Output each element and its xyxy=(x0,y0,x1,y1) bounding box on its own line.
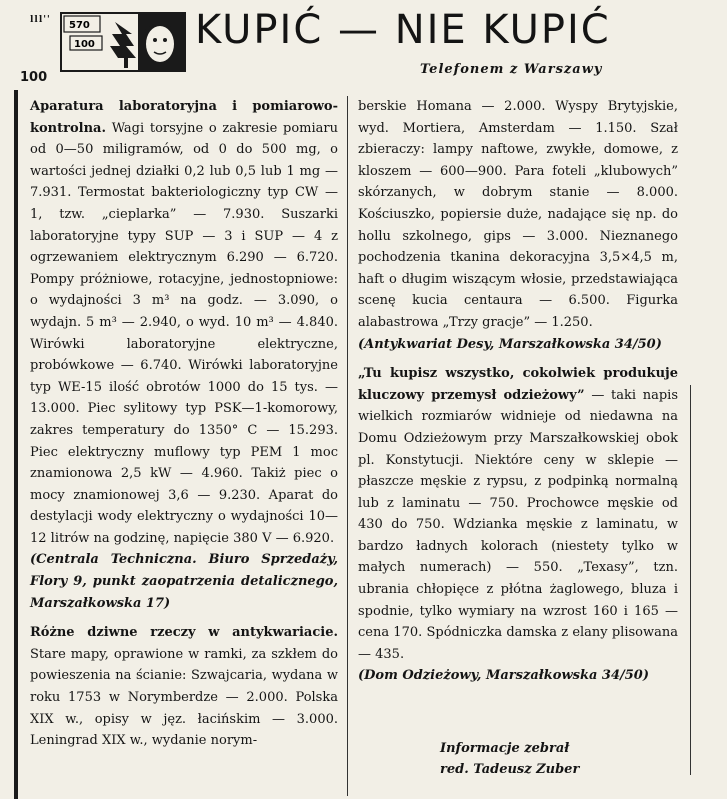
article-antique-shop-continued: berskie Homana — 2.000. Wyspy Brytyjskie, wyd. Mortiera, Amsterdam — 1.150. Szał zbieraczy: lampy naftowe, zwykłe, domowe, z kloszem — 600—900. Para foteli „klubowych” skórzanych, w dobrym stanie — 8.000. Kościuszko, popiersie duże, nadające się np. do hollu szkolnego, gips — 3.000. Nieznanego pochodzenia tkanina dekoracyjna 3,5×4,5 m, haft o długim wiszącym włosie, przedstawiająca scenę kucia centaura — 6.500. Figurka alabastrowa „Trzy gracje” — 1.250. xyxy=(358,99,678,330)
spacer xyxy=(358,355,678,363)
article-clothing-house xyxy=(358,363,678,665)
article-body: Stare mapy, oprawione w ramki, za szkłem do powieszenia na ścianie: Szwajcaria, wydana w roku 1753 w Norymberdze — 2.000. Polska XIX w., opisy w jęz. łacińskim — 3.000. Leningrad XIX w., wydanie norym- xyxy=(30,646,338,749)
page-title: KUPIĆ — NIE KUPIĆ xyxy=(195,7,611,53)
credit-line: Informacje zebrał xyxy=(440,741,570,756)
right-column-rule xyxy=(690,385,691,775)
article-body: — taki napis wielkich rozmiarów widnieje od niedawna na Domu Odzieżowym przy Marszałkowskiej obok pl. Konstytucji. Niektóre ceny w sklepie — płaszcze męskie z rypsu, z podpinką normalną lub z laminatu — 750. Prochowce męskie od 430 do 750. Wdzianka męskie z laminatu, w bardzo ładnych kolorach (niestety tylko w małych numerach) — 550. „Texasy”, tzn. ubrania chłopięce z płótna żaglowego, bluza i spodnie, tylko wymiary na wzrost 160 i 165 — cena 170. Spódniczka damska z elany plisowana — 435. xyxy=(358,387,678,662)
left-column xyxy=(30,96,338,752)
left-margin-bar xyxy=(14,90,18,799)
credit-author: red. Tadeusz Zuber xyxy=(440,762,580,777)
article-lead: „Tu kupisz wszystko, cokolwiek produkuje kluczowy przemysł odzieżowy” xyxy=(358,366,678,403)
spacer xyxy=(30,614,338,622)
column-logo-illustration xyxy=(60,12,186,72)
article-laboratory-equipment xyxy=(30,96,338,549)
article-lead: Aparatura laboratoryjna i pomiarowo-kontrolna. xyxy=(30,99,338,136)
article-antique-shop xyxy=(30,622,338,752)
page-subtitle: Telefonem z Warszawy xyxy=(420,62,603,77)
article-body: Wagi torsyjne o zakresie pomiaru od 0—50 miligramów, od 0 do 500 mg, o wartości jednej działki 0,2 lub 0,5 lub 1 mg — 7.931. Termostat bakteriologiczny typ CW — 1, tzw. „cieplarka” — 7.930. Suszarki laboratoryjne typy SUP — 3 i SUP — 4 z ogrzewaniem elektrycznym 6.290 — 6.720. Pompy próżniowe, rotacyjne, jednostopniowe: o wydajności 3 m³ na godz. — 3.090, o wydajn. 5 m³ — 2.940, o wyd. 10 m³ — 4.840. Wirówki laboratoryjne elektryczne, probówkowe — 6.740. Wirówki laboratoryjne typ WE-15 ilość obrotów 1000 do 15 tys. — 13.000. Piec sylitowy typ PSK—1-komorowy, zakres temperatury do 1350° C — 15.293. Piec elektryczny muflowy typ PEM 1 moc znamionowa 2,5 kW — 4.960. Takiż piec o mocy znamionowej 3,6 — 9.230. Aparat do destylacji wody elektryczny o wydajności 10—12 litrów na godzinę, napięcie 380 V — 6.920. xyxy=(30,120,338,546)
corner-marks: lll'' xyxy=(30,15,51,25)
author-credit xyxy=(440,738,579,780)
logo-text-570: 570 xyxy=(69,20,90,31)
article-source: (Dom Odzieżowy, Marszałkowska 34/50) xyxy=(358,668,650,684)
article-source: (Centrala Techniczna. Biuro Sprzedaży, Flory 9, punkt zaopatrzenia detalicznego, Marszałkowska 17) xyxy=(30,552,338,611)
article-lead: Różne dziwne rzeczy w antykwariacie. xyxy=(30,625,338,641)
page-number: 100 xyxy=(20,70,48,85)
right-column xyxy=(358,96,678,687)
article-source: (Antykwariat Desy, Marszałkowska 34/50) xyxy=(358,336,662,352)
column-divider xyxy=(347,96,348,796)
logo-text-100: 100 xyxy=(74,39,95,50)
